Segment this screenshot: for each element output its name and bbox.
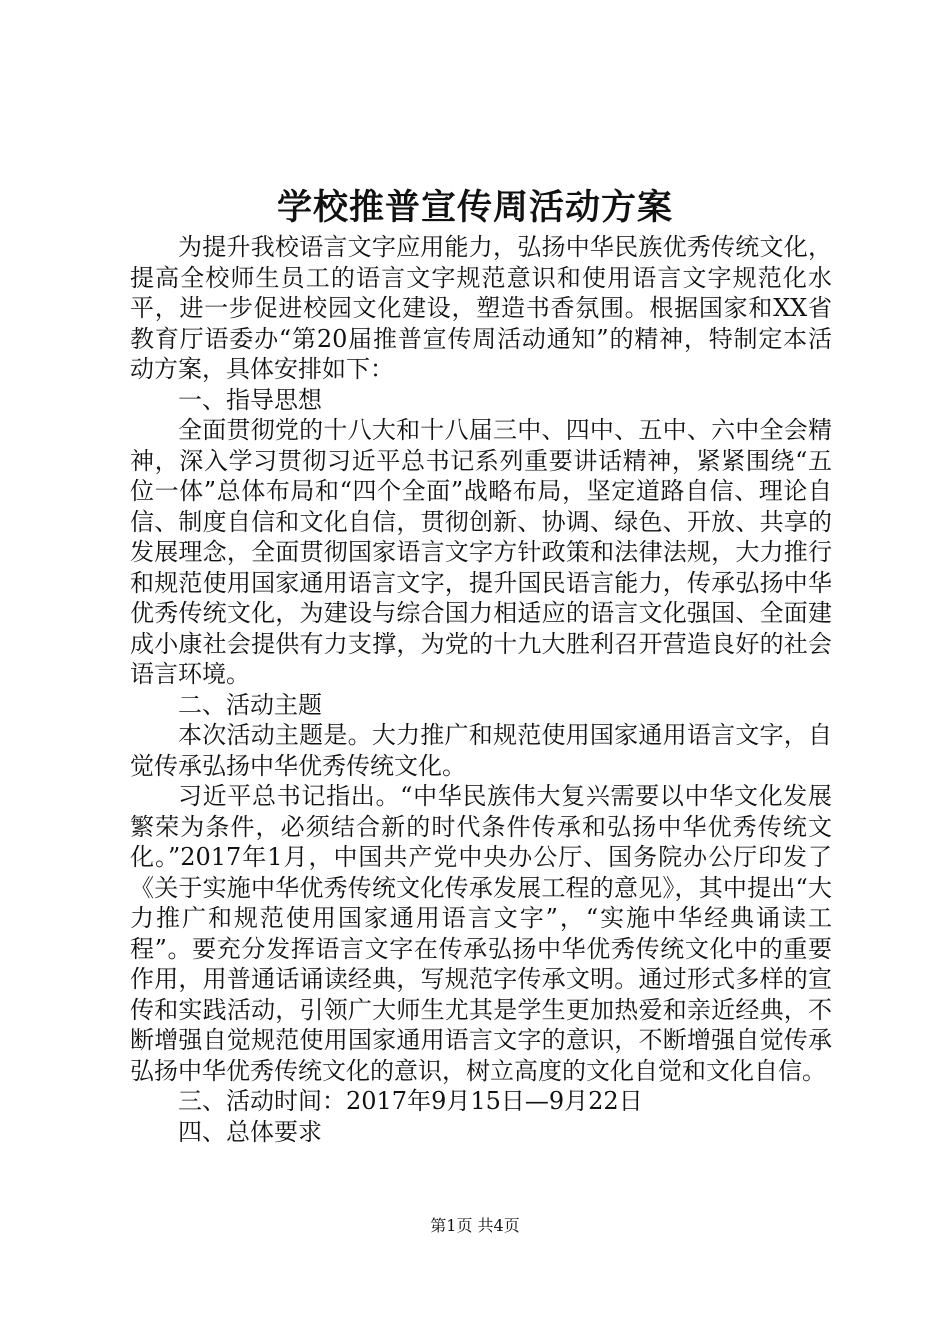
intro-paragraph: 为提升我校语言文字应用能力，弘扬中华民族优秀传统文化，提高全校师生员工的语言文字规范意识和使用语言文字规范化水平，进一步促进校园文化建设，塑造书香氛围。根据国家和XX省教育厅语委办“第20届推普宣传周活动通知”的精神，特制定本活动方案，具体安排如下： <box>130 233 832 383</box>
section-heading-activity-time: 三、活动时间：2017年9月15日—9月22日 <box>178 1087 643 1115</box>
document-body <box>130 232 832 1147</box>
section-heading-guiding-ideology: 一、指导思想 <box>178 385 322 414</box>
guiding-ideology-paragraph: 全面贯彻党的十八大和十八届三中、四中、五中、六中全会精神，深入学习贯彻习近平总书记系列重要讲话精神，紧紧围绕“五位一体”总体布局和“四个全面”战略布局，坚定道路自信、理论自信、制度自信和文化自信，贯彻创新、协调、绿色、开放、共享的发展理念，全面贯彻国家语言文字方针政策和法律法规，大力推行和规范使用国家通用语言文字，提升国民语言能力，传承弘扬中华优秀传统文化，为建设与综合国力相适应的语言文化强国、全面建成小康社会提供有力支撑，为党的十九大胜利召开营造良好的社会语言环境。 <box>130 416 832 688</box>
activity-theme-paragraph: 本次活动主题是。大力推广和规范使用国家通用语言文字，自觉传承弘扬中华优秀传统文化。 <box>130 721 832 780</box>
page-footer: 第1页 共4页 <box>430 1216 520 1235</box>
document-title: 学校推普宣传周活动方案 <box>276 187 673 228</box>
theme-explanation-paragraph: 习近平总书记指出。“中华民族伟大复兴需要以中华文化发展繁荣为条件，必须结合新的时代条件传承和弘扬中华优秀传统文化。”2017年1月，中国共产党中央办公厅、国务院办公厅印发了《关于实施中华优秀传统文化传承发展工程的意见》，其中提出“大力推广和规范使用国家通用语言文字”，“实施中华经典诵读工程”。要充分发挥语言文字在传承弘扬中华优秀传统文化中的重要作用，用普通话诵读经典，写规范字传承文明。通过形式多样的宣传和实践活动，引领广大师生尤其是学生更加热爱和亲近经典，不断增强自觉规范使用国家通用语言文字的意识，不断增强自觉传承弘扬中华优秀传统文化的意识，树立高度的文化自觉和文化自信。 <box>130 782 832 1085</box>
section-heading-activity-theme: 二、活动主题 <box>178 690 322 719</box>
section-heading-general-requirements: 四、总体要求 <box>178 1117 322 1146</box>
